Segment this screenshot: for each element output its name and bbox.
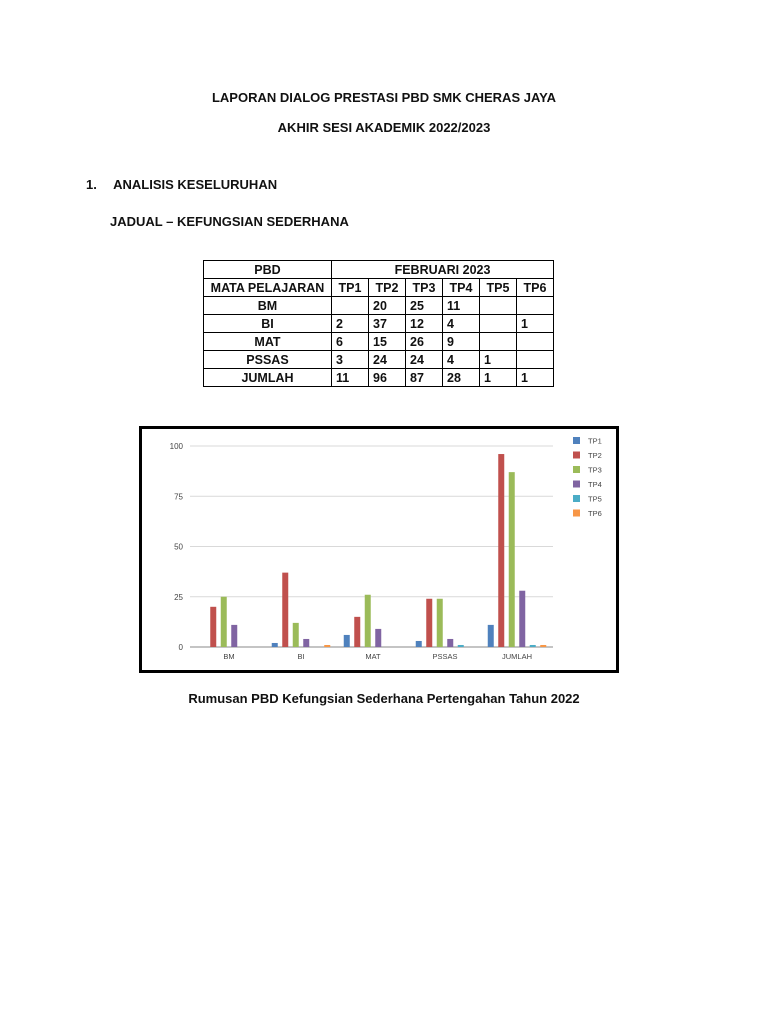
table-header-row-1 — [204, 261, 554, 279]
table-corner: PBD — [204, 261, 332, 279]
table-cell: 9 — [443, 333, 480, 351]
bar-tp3 — [365, 595, 371, 647]
legend-swatch — [573, 452, 580, 459]
column-header: TP2 — [369, 279, 406, 297]
legend-label: TP2 — [588, 451, 602, 460]
section-number: 1. — [86, 177, 97, 192]
table-row — [204, 315, 554, 333]
bar-tp1 — [416, 641, 422, 647]
table-row — [204, 333, 554, 351]
table-cell — [517, 297, 554, 315]
table-cell — [517, 351, 554, 369]
x-tick-label: PSSAS — [432, 652, 458, 661]
table-cell — [480, 297, 517, 315]
bar-tp2 — [282, 573, 288, 647]
table-row-header: MATA PELAJARAN — [204, 279, 332, 297]
legend-swatch — [573, 510, 580, 517]
bar-tp3 — [293, 623, 299, 647]
bar-chart — [139, 426, 619, 673]
table-cell: 87 — [406, 369, 443, 387]
legend-swatch — [573, 495, 580, 502]
table-cell: 4 — [443, 351, 480, 369]
column-header: TP6 — [517, 279, 554, 297]
bar-tp3 — [509, 472, 515, 647]
table-cell: 2 — [332, 315, 369, 333]
bar-tp3 — [437, 599, 443, 647]
row-label: PSSAS — [204, 351, 332, 369]
table-row — [204, 351, 554, 369]
bar-tp4 — [447, 639, 453, 647]
legend-label: TP5 — [588, 494, 602, 504]
bar-tp6 — [540, 645, 546, 647]
table-cell: 96 — [369, 369, 406, 387]
legend-swatch — [573, 466, 580, 473]
report-title: LAPORAN DIALOG PRESTASI PBD SMK CHERAS JAYA — [211, 90, 557, 105]
y-tick-label: 0 — [178, 643, 183, 652]
table-title: JADUAL – KEFUNGSIAN SEDERHANA — [110, 214, 349, 229]
table-cell: 6 — [332, 333, 369, 351]
chart-caption: Rumusan PBD Kefungsian Sederhana Pertengahan Tahun 2022 — [188, 691, 580, 706]
table-cell: 12 — [406, 315, 443, 333]
y-tick-label: 75 — [174, 492, 183, 502]
report-subtitle: AKHIR SESI AKADEMIK 2022/2023 — [277, 120, 491, 135]
bar-tp2 — [354, 617, 360, 647]
table-cell: 15 — [369, 333, 406, 351]
bar-tp6 — [324, 645, 330, 647]
x-tick-label: BM — [223, 652, 235, 661]
x-tick-label: MAT — [365, 652, 381, 661]
y-tick-label: 50 — [174, 542, 183, 552]
table-cell: 24 — [406, 351, 443, 369]
x-tick-label: BI — [297, 652, 305, 661]
table-cell: 24 — [369, 351, 406, 369]
table-cell: 1 — [480, 351, 517, 369]
table-cell: 20 — [369, 297, 406, 315]
bar-tp2 — [210, 607, 216, 647]
bar-tp5 — [530, 645, 536, 647]
table-cell: 37 — [369, 315, 406, 333]
table-cell: 26 — [406, 333, 443, 351]
table-cell: 1 — [517, 315, 554, 333]
bar-tp3 — [221, 597, 227, 647]
table-cell: 3 — [332, 351, 369, 369]
legend-label: TP6 — [588, 509, 602, 518]
table-group-header: FEBRUARI 2023 — [332, 261, 554, 279]
row-label: MAT — [204, 333, 332, 351]
bar-tp1 — [272, 643, 278, 647]
legend-swatch — [573, 437, 580, 444]
bar-tp4 — [303, 639, 309, 647]
x-tick-label: JUMLAH — [501, 652, 533, 661]
section-title: ANALISIS KESELURUHAN — [113, 177, 278, 192]
table-cell: 1 — [517, 369, 554, 387]
legend-label: TP3 — [588, 465, 602, 475]
row-label: BM — [204, 297, 332, 315]
row-label: JUMLAH — [204, 369, 332, 387]
bar-tp1 — [344, 635, 350, 647]
table-cell: 25 — [406, 297, 443, 315]
column-header: TP3 — [406, 279, 443, 297]
bar-tp2 — [426, 599, 432, 647]
table-cell: 4 — [443, 315, 480, 333]
section-heading — [86, 177, 277, 192]
table-cell: 28 — [443, 369, 480, 387]
bar-tp4 — [519, 591, 525, 647]
chart-canvas — [142, 429, 616, 670]
pbd-table — [203, 260, 554, 387]
table-cell — [480, 333, 517, 351]
legend-label: TP4 — [588, 480, 602, 489]
y-tick-label: 100 — [169, 442, 183, 451]
bar-tp4 — [375, 629, 381, 647]
bar-tp4 — [231, 625, 237, 647]
row-label: BI — [204, 315, 332, 333]
table-row — [204, 297, 554, 315]
y-tick-label: 25 — [174, 592, 183, 602]
column-header: TP4 — [443, 279, 480, 297]
legend-label: TP1 — [588, 436, 602, 446]
column-header: TP5 — [480, 279, 517, 297]
table-cell — [332, 297, 369, 315]
table-cell — [517, 333, 554, 351]
bar-tp5 — [458, 645, 464, 647]
bar-tp1 — [488, 625, 494, 647]
table-cell: 1 — [480, 369, 517, 387]
table-row — [204, 369, 554, 387]
bar-tp2 — [498, 454, 504, 647]
table-cell — [480, 315, 517, 333]
legend-swatch — [573, 481, 580, 488]
table-cell: 11 — [332, 369, 369, 387]
table-cell: 11 — [443, 297, 480, 315]
column-header: TP1 — [332, 279, 369, 297]
table-header-row-2 — [204, 279, 554, 297]
